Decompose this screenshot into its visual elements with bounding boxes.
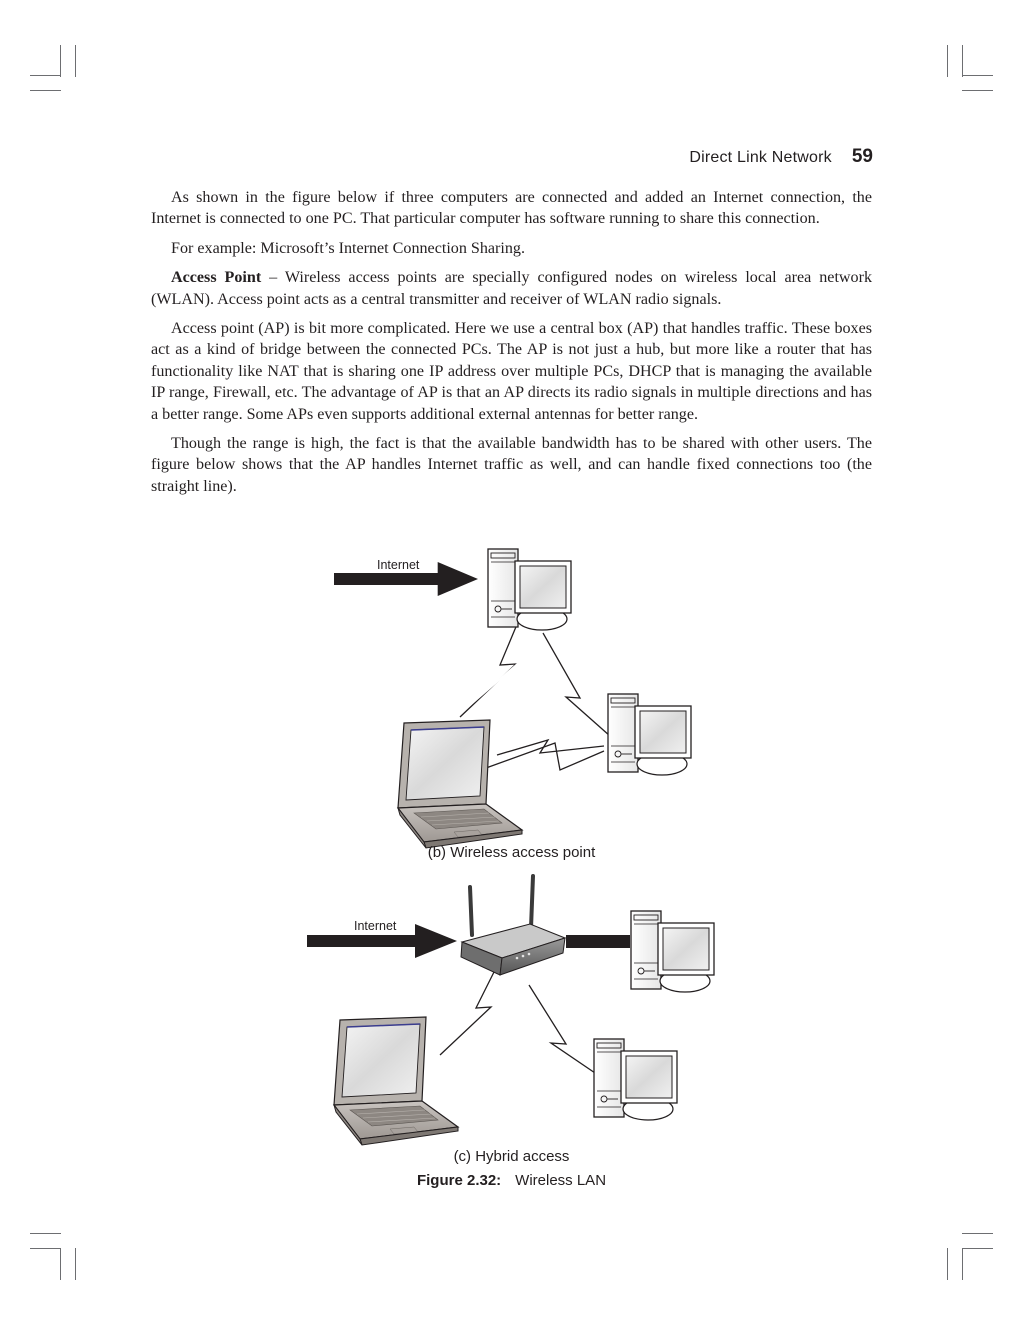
panel-c-caption: (c) Hybrid access <box>453 1148 570 1165</box>
figure-title: Wireless LAN <box>515 1172 607 1189</box>
wired-link <box>566 935 630 948</box>
internet-label: Internet <box>354 919 397 933</box>
term-access-point: Access Point <box>171 269 262 287</box>
panel-c-diagram <box>307 876 714 1145</box>
wireless-link <box>529 985 598 1075</box>
laptop-icon <box>398 720 522 848</box>
desktop-pc-icon <box>594 1039 677 1120</box>
paragraph: Access point (AP) is bit more complicated. Here we use a central box (AP) that handles traffic. These boxes act as a kind of bridge between the connected PCs. The AP is not just a hub, but more like a router that has functionality like NAT that is sharing one IP address over multiple PCs, DHCP that is managing the available IP range, Firewall, etc. The advantage of AP is that an AP directs its radio signals in multiple directions and has a better range. Some APs even supports additional external antennas for better range. <box>151 320 872 423</box>
paragraph: For example: Microsoft’s Internet Connection Sharing. <box>171 239 525 257</box>
laptop-icon <box>334 1017 458 1145</box>
page-number: 59 <box>851 146 873 167</box>
wireless-link <box>460 622 524 717</box>
paragraph: Though the range is high, the fact is that the available bandwidth has to be shared with other users. The figure below shows that the AP handles Internet traffic as well, and can handle fixed connections too (the straight line). <box>151 435 872 495</box>
panel-b-diagram <box>334 549 691 848</box>
wireless-link <box>440 972 494 1055</box>
panel-b-caption: (b) Wireless access point <box>427 844 596 861</box>
paragraph: As shown in the figure below if three computers are connected and added an Internet connection, the Internet is connected to one PC. That particular computer has software running to share this connection. <box>151 189 872 228</box>
wireless-link <box>486 740 604 770</box>
desktop-pc-icon <box>631 911 714 992</box>
router-icon <box>461 876 565 975</box>
paragraph-text: – Wireless access points are specially configured nodes on wireless local area network (WLAN). Access point acts as a central transmitter and receiver of WLAN radio signals. <box>151 269 873 308</box>
wireless-link <box>543 633 610 736</box>
internet-label: Internet <box>377 558 420 572</box>
desktop-pc-icon <box>608 694 691 775</box>
figure-caption <box>0 1172 1023 1189</box>
figure-label: Figure 2.32: <box>416 1172 502 1189</box>
desktop-pc-icon <box>488 549 571 630</box>
running-title: Direct Link Network <box>689 149 832 166</box>
